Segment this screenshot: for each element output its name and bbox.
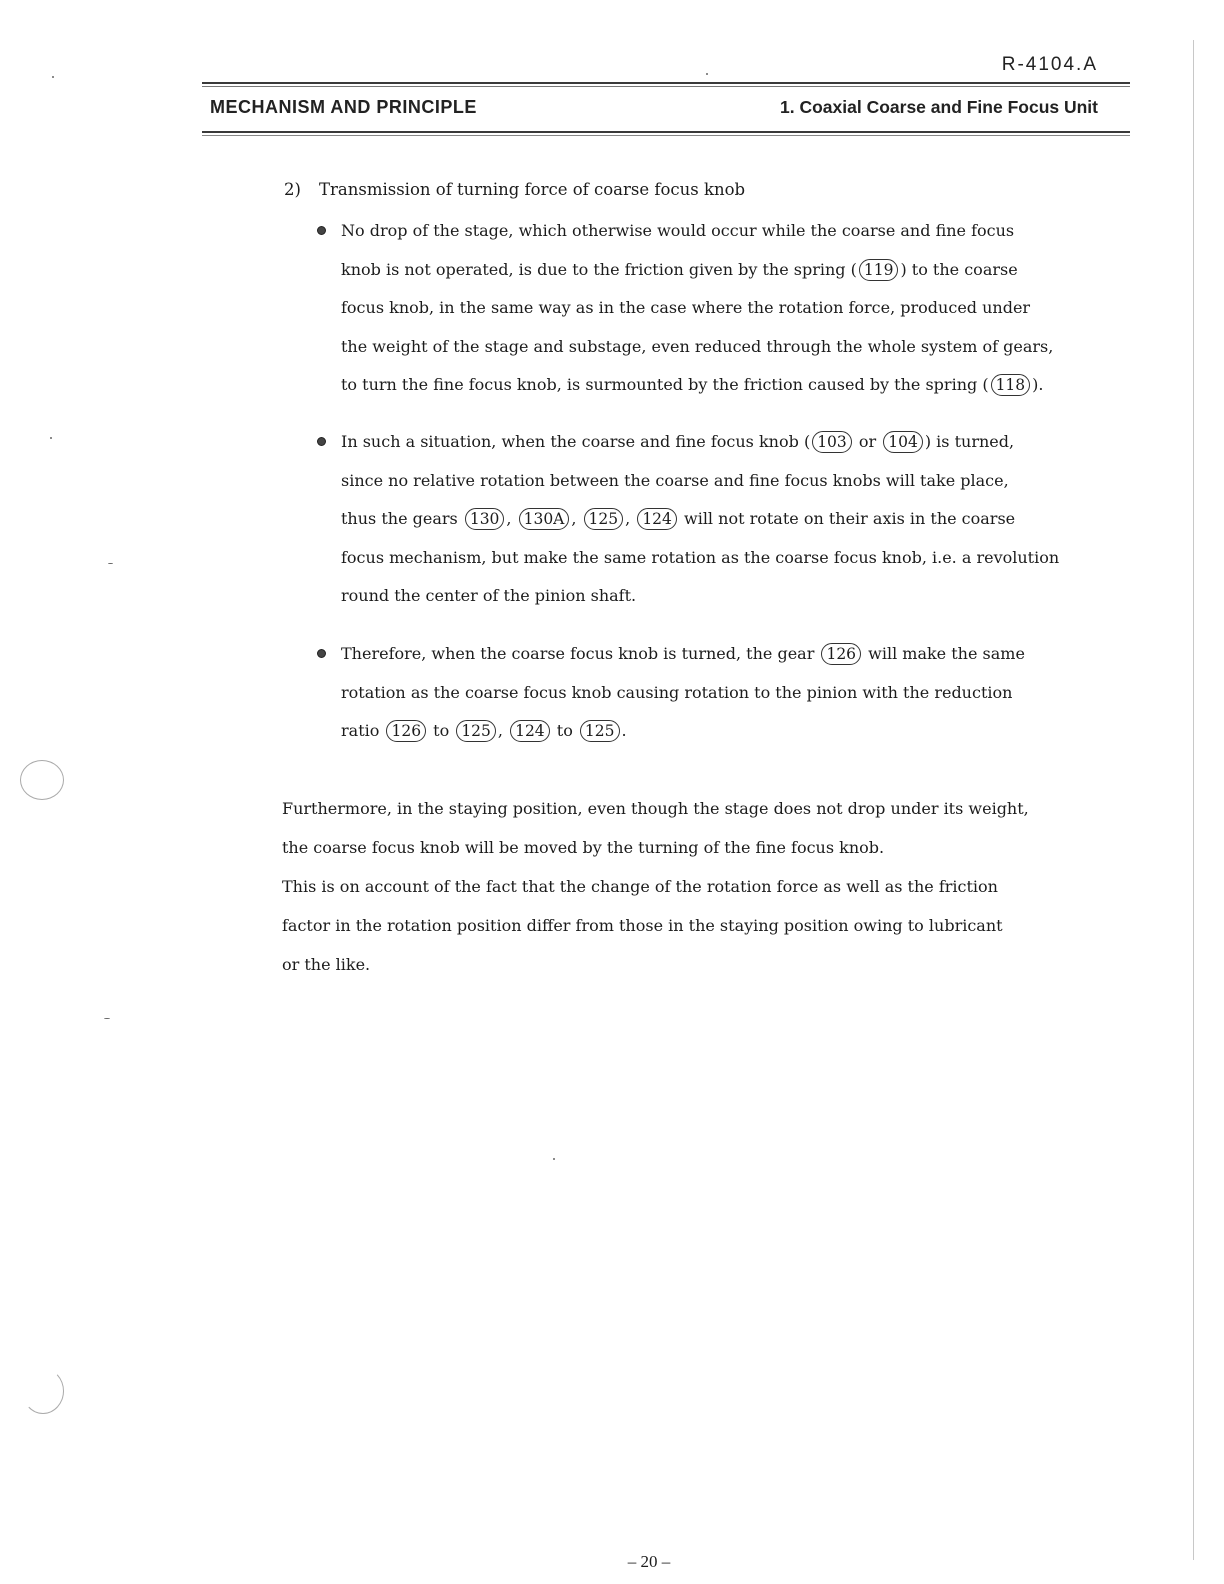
text-span: ) to the coarse xyxy=(900,259,1018,279)
page-number: – 20 – xyxy=(627,1552,671,1571)
text-span: thus the gears xyxy=(341,509,458,528)
part-ref-130a: 130A xyxy=(519,508,570,530)
punch-hole-mark xyxy=(22,1368,64,1414)
bullet-icon xyxy=(317,437,326,446)
text-line: round the center of the pinion shaft. xyxy=(341,586,637,605)
subheading-text: Transmission of turning force of coarse focus knob xyxy=(319,180,746,199)
section-title: MECHANISM AND PRINCIPLE xyxy=(210,97,477,117)
text-span: will not rotate on their axis in the coarse xyxy=(684,509,1016,528)
text-span: ) is turned, xyxy=(924,432,1015,451)
text-line: focus knob, in the same way as in the case where the rotation force, produced under xyxy=(341,298,1031,317)
body-paragraph xyxy=(282,797,1102,992)
text-line xyxy=(341,258,1111,297)
scan-speck xyxy=(706,73,708,75)
text-line: factor in the rotation position differ from those in the staying position owing to lubricant xyxy=(282,916,1003,935)
text-line: This is on account of the fact that the change of the rotation force as well as the friction xyxy=(282,877,998,896)
part-ref-104: 104 xyxy=(883,431,923,453)
part-ref-124: 124 xyxy=(637,508,677,530)
text-line: the coarse focus knob will be moved by the turning of the fine focus knob. xyxy=(282,838,885,857)
text-line: ratio 126 to 125 , 124 to 125 . xyxy=(341,721,627,740)
bullet-icon xyxy=(317,649,326,658)
bullet-item-2 xyxy=(341,430,1111,623)
punch-hole-mark xyxy=(20,760,64,800)
text-line: No drop of the stage, which otherwise would occur while the coarse and fine focus xyxy=(341,221,1015,240)
scan-speck xyxy=(553,1158,555,1160)
text-span: will make the same xyxy=(868,644,1025,663)
text-span: Therefore, when the coarse focus knob is turned, the gear xyxy=(341,644,815,663)
part-ref-126: 126 xyxy=(386,720,426,742)
subsection-title: 1. Coaxial Coarse and Fine Focus Unit xyxy=(780,97,1098,117)
bullet-icon xyxy=(317,226,326,235)
text-span: to xyxy=(433,721,450,740)
part-ref-130: 130 xyxy=(465,508,505,530)
subheading xyxy=(284,180,745,199)
bullet-item-3 xyxy=(341,642,1111,758)
header-rule-bottom-thin xyxy=(202,135,1130,136)
text-line xyxy=(341,642,1111,681)
header-rule-top-thin xyxy=(202,86,1130,87)
part-ref-125: 125 xyxy=(584,508,624,530)
text-line xyxy=(341,430,1111,469)
text-line xyxy=(341,373,1111,412)
bullet-item-1 xyxy=(341,219,1111,412)
part-ref-119: 119 xyxy=(859,259,899,281)
text-line: or the like. xyxy=(282,955,371,974)
text-line: since no relative rotation between the coarse and fine focus knobs will take place, xyxy=(341,470,1009,490)
page-edge-line xyxy=(1193,40,1194,1560)
part-ref-118: 118 xyxy=(991,374,1031,396)
text-span: ). xyxy=(1032,375,1044,394)
text-line: Furthermore, in the staying position, even though the stage does not drop under its weight, xyxy=(282,799,1029,818)
part-ref-125: 125 xyxy=(580,720,620,742)
header-rule-bottom xyxy=(202,131,1130,133)
scan-speck xyxy=(52,76,54,78)
text-span: In such a situation, when the coarse and fine focus knob ( xyxy=(341,432,811,451)
text-span: to xyxy=(556,721,573,740)
text-line: thus the gears 130 , 130A , 125 , 124 will not rotate on their axis in the coarse xyxy=(341,509,1016,528)
text-span: or xyxy=(858,432,877,451)
part-ref-126: 126 xyxy=(821,643,861,665)
text-span: to turn the fine focus knob, is surmounted by the friction caused by the spring ( xyxy=(341,375,989,394)
subheading-number: 2) xyxy=(284,180,301,199)
scan-speck xyxy=(108,563,113,564)
text-span: ratio xyxy=(341,721,380,740)
text-span: knob is not operated, is due to the friction given by the spring ( xyxy=(341,259,857,279)
part-ref-124: 124 xyxy=(510,720,550,742)
scan-speck xyxy=(104,1018,110,1019)
text-line: the weight of the stage and substage, even reduced through the whole system of gears, xyxy=(341,336,1054,356)
part-ref-103: 103 xyxy=(812,431,852,453)
document-code: R-4104.A xyxy=(1001,54,1098,75)
text-line: rotation as the coarse focus knob causing rotation to the pinion with the reduction xyxy=(341,682,1013,702)
header-rule-top xyxy=(202,82,1130,84)
text-line: focus mechanism, but make the same rotation as the coarse focus knob, i.e. a revolution xyxy=(341,547,1060,567)
part-ref-125: 125 xyxy=(456,720,496,742)
scan-speck xyxy=(50,437,52,439)
